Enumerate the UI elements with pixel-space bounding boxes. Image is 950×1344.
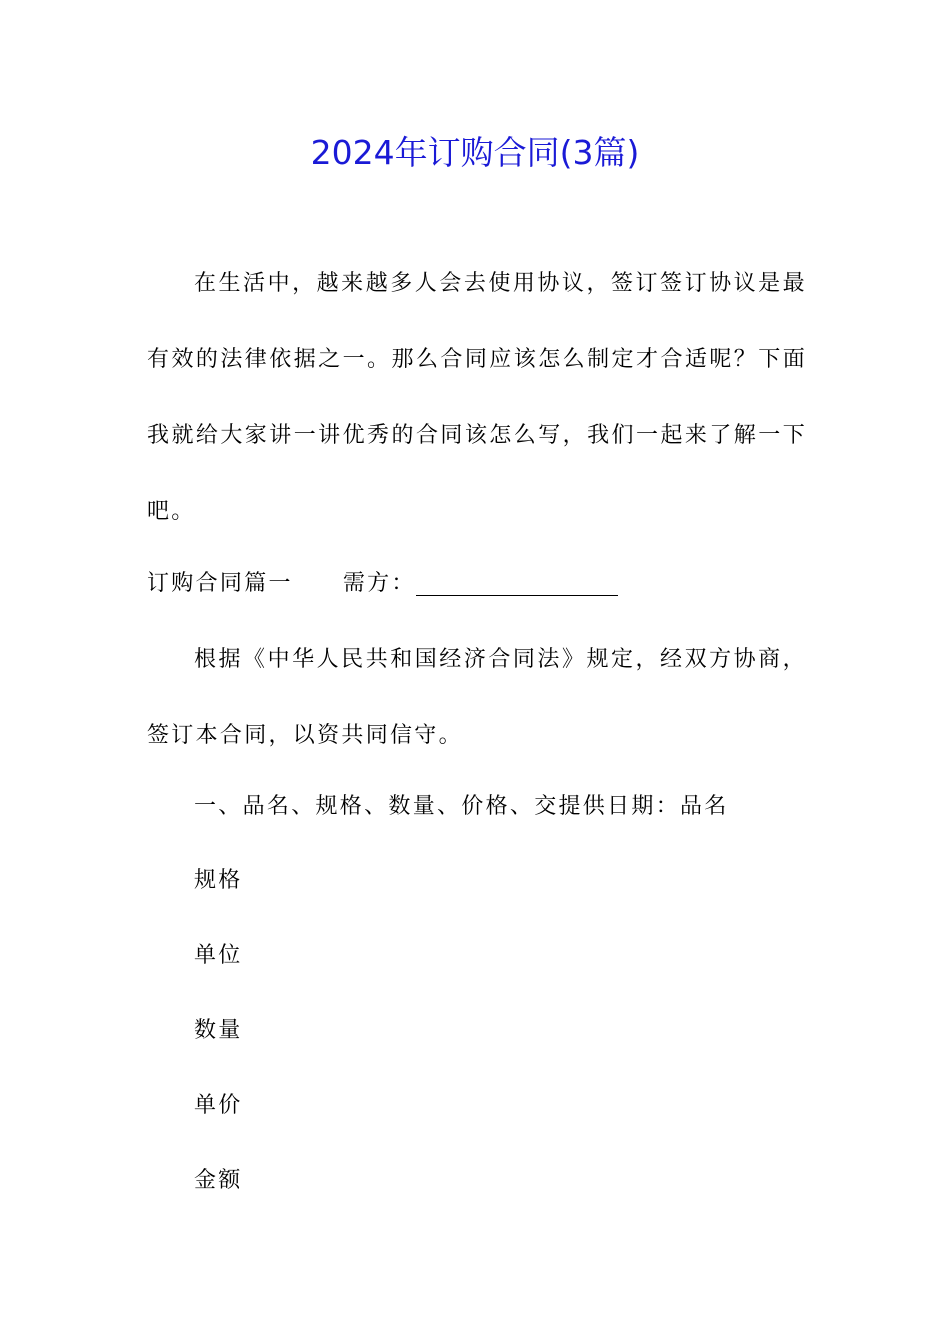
buyer-blank-line [416,575,618,596]
section-heading-row [147,564,618,604]
field-quantity: 数量 [194,1018,243,1043]
clause-one: 一、品名、规格、数量、价格、交提供日期：品名 [194,794,729,819]
field-unit-price: 单价 [194,1093,243,1118]
basis-paragraph: 根据《中华人民共和国经济合同法》规定，经双方协商，签订本合同，以资共同信守。 [147,647,807,748]
section-heading: 订购合同篇一 [147,571,293,596]
field-unit: 单位 [194,943,243,968]
field-amount: 金额 [194,1168,243,1193]
field-spec: 规格 [194,868,243,893]
buyer-label: 需方： [342,571,416,596]
document-title: 2024年订购合同(3篇) [310,133,640,172]
intro-paragraph: 在生活中，越来越多人会去使用协议，签订签订协议是最有效的法律依据之一。那么合同应该怎么制定才合适呢？下面我就给大家讲一讲优秀的合同该怎么写，我们一起来了解一下吧。 [147,271,807,524]
